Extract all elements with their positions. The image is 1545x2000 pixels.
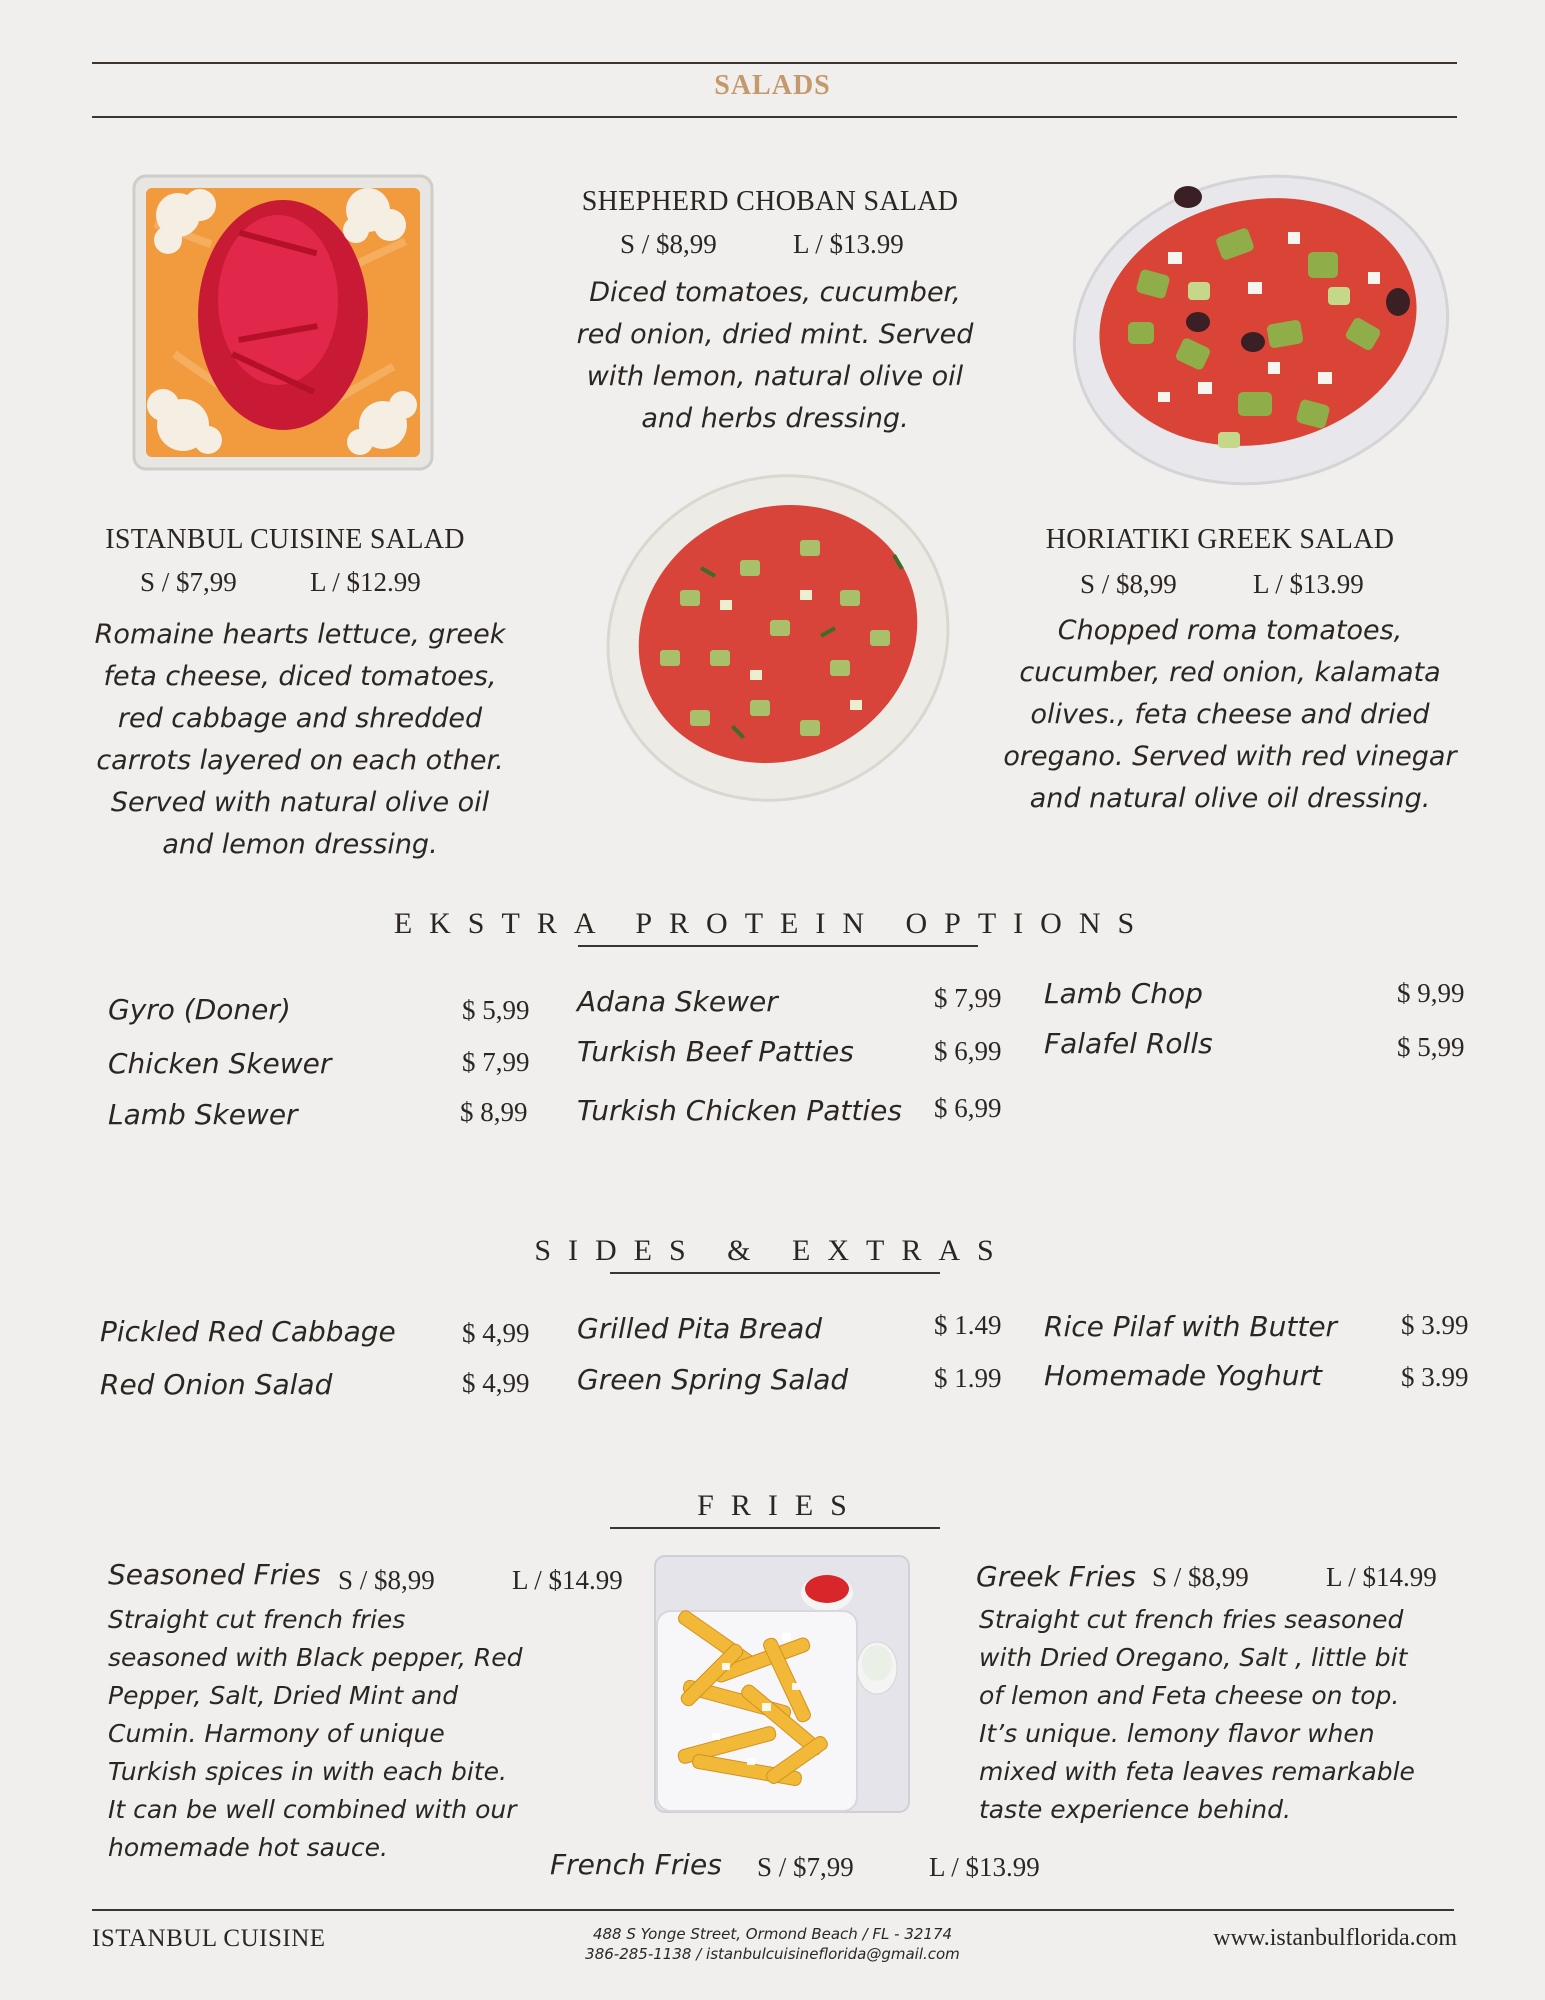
istanbul-salad-description: Romaine hearts lettuce, greek feta cheese, diced tomatoes, red cabbage and shredded carrots layered on each other. Served with natural olive oil and lemon dressing. [94, 619, 506, 860]
salads-section-title: SALADS [714, 70, 831, 101]
horiatiki-salad-description: Chopped roma tomatoes, cucumber, red onion, kalamata olives., feta cheese and dried oregano. Served with red vinegar and natural olive oil dressing. [1003, 615, 1457, 814]
protein-price-gyro: $ 5,99 [462, 995, 530, 1025]
protein-item-chicken-patties: Turkish Chicken Patties [577, 1094, 902, 1127]
protein-price-chicken-patties: $ 6,99 [934, 1093, 1002, 1123]
fries-photo [652, 1553, 912, 1815]
sides-item-homemade-yoghurt: Homemade Yoghurt [1044, 1359, 1322, 1392]
greek-fries-description: Straight cut french fries seasoned with Dried Oregano, Salt , little bit of lemon and Feta cheese on top. It’s unique. lemony flavor when mixed with feta leaves remarkable taste experience behind. [979, 1605, 1415, 1824]
protein-item-adana-skewer: Adana Skewer [577, 985, 778, 1018]
protein-item-chicken-skewer: Chicken Skewer [108, 1047, 332, 1080]
protein-price-adana-skewer: $ 7,99 [934, 983, 1002, 1013]
protein-item-lamb-skewer: Lamb Skewer [108, 1098, 298, 1131]
sides-price-rice-pilaf: $ 3.99 [1401, 1310, 1469, 1340]
protein-price-beef-patties: $ 6,99 [934, 1036, 1002, 1066]
sides-title-underline [610, 1272, 940, 1274]
seasoned-fries-price-small: S / $8,99 [338, 1565, 435, 1595]
seasoned-fries-price-large: L / $14.99 [512, 1565, 623, 1595]
shepherd-salad-price-small: S / $8,99 [620, 229, 717, 259]
protein-item-falafel-rolls: Falafel Rolls [1044, 1027, 1213, 1060]
protein-price-falafel-rolls: $ 5,99 [1397, 1032, 1465, 1062]
protein-price-chicken-skewer: $ 7,99 [462, 1047, 530, 1077]
footer-website-link[interactable]: www.istanbulflorida.com [1213, 1925, 1457, 1951]
istanbul-salad-name: ISTANBUL CUISINE SALAD [105, 524, 465, 555]
layered-salad-photo [128, 170, 438, 475]
greek-fries-price-large: L / $14.99 [1326, 1562, 1437, 1592]
horiatiki-salad-name: HORIATIKI GREEK SALAD [1045, 524, 1395, 555]
sides-item-rice-pilaf: Rice Pilaf with Butter [1044, 1310, 1338, 1343]
fries-section-title: FRIES [697, 1489, 864, 1522]
sides-price-pickled-cabbage: $ 4,99 [462, 1318, 530, 1348]
horiatiki-salad-price-small: S / $8,99 [1080, 569, 1177, 599]
shepherd-salad-photo [600, 470, 956, 806]
french-fries-name: French Fries [550, 1848, 722, 1881]
shepherd-salad-price-large: L / $13.99 [793, 229, 904, 259]
protein-item-beef-patties: Turkish Beef Patties [577, 1035, 854, 1068]
horiatiki-salad-price-large: L / $13.99 [1253, 569, 1364, 599]
sides-price-homemade-yoghurt: $ 3.99 [1401, 1362, 1469, 1392]
sides-section-title: SIDES & EXTRAS [534, 1234, 1011, 1267]
protein-price-lamb-chop: $ 9,99 [1397, 978, 1465, 1008]
shepherd-salad-name: SHEPHERD CHOBAN SALAD [581, 186, 959, 217]
protein-price-lamb-skewer: $ 8,99 [460, 1097, 528, 1127]
footer-contact-block [500, 1924, 1045, 1964]
french-fries-price-small: S / $7,99 [757, 1852, 854, 1882]
protein-title-underline [578, 945, 978, 947]
fries-title-underline [610, 1527, 940, 1529]
top-rule [92, 62, 1457, 64]
footer-rule [92, 1909, 1454, 1911]
seasoned-fries-description: Straight cut french fries seasoned with Black pepper, Red Pepper, Salt, Dried Mint and Cumin. Harmony of unique Turkish spices in with each bite. It can be well combined with our homemade hot sauce. [108, 1605, 523, 1862]
protein-item-gyro: Gyro (Doner) [108, 993, 291, 1026]
seasoned-fries-name: Seasoned Fries [108, 1558, 321, 1591]
french-fries-price-large: L / $13.99 [929, 1852, 1040, 1882]
footer-address: 488 S Yonge Street, Ormond Beach / FL - 32174 [592, 1925, 953, 1943]
sides-item-pickled-cabbage: Pickled Red Cabbage [100, 1315, 396, 1348]
sides-item-red-onion-salad: Red Onion Salad [100, 1368, 333, 1401]
sides-item-green-spring-salad: Green Spring Salad [577, 1363, 849, 1396]
sides-item-pita-bread: Grilled Pita Bread [577, 1312, 823, 1345]
shepherd-salad-description: Diced tomatoes, cucumber, red onion, dried mint. Served with lemon, natural olive oil and herbs dressing. [576, 277, 974, 434]
protein-section-title: EKSTRA PROTEIN OPTIONS [393, 907, 1152, 940]
greek-fries-price-small: S / $8,99 [1152, 1562, 1249, 1592]
sides-price-green-spring-salad: $ 1.99 [934, 1363, 1002, 1393]
istanbul-salad-price-small: S / $7,99 [140, 567, 237, 597]
greek-salad-photo [1068, 172, 1454, 488]
sides-price-red-onion-salad: $ 4,99 [462, 1368, 530, 1398]
footer-brand: ISTANBUL CUISINE [92, 1925, 326, 1952]
greek-fries-name: Greek Fries [976, 1560, 1136, 1593]
footer-phone-email[interactable]: 386-285-1138 / istanbulcuisineflorida@gmail.com [585, 1945, 960, 1963]
istanbul-salad-price-large: L / $12.99 [310, 567, 421, 597]
protein-item-lamb-chop: Lamb Chop [1044, 977, 1203, 1010]
sides-price-pita-bread: $ 1.49 [934, 1310, 1002, 1340]
salads-title-underline [92, 116, 1457, 118]
